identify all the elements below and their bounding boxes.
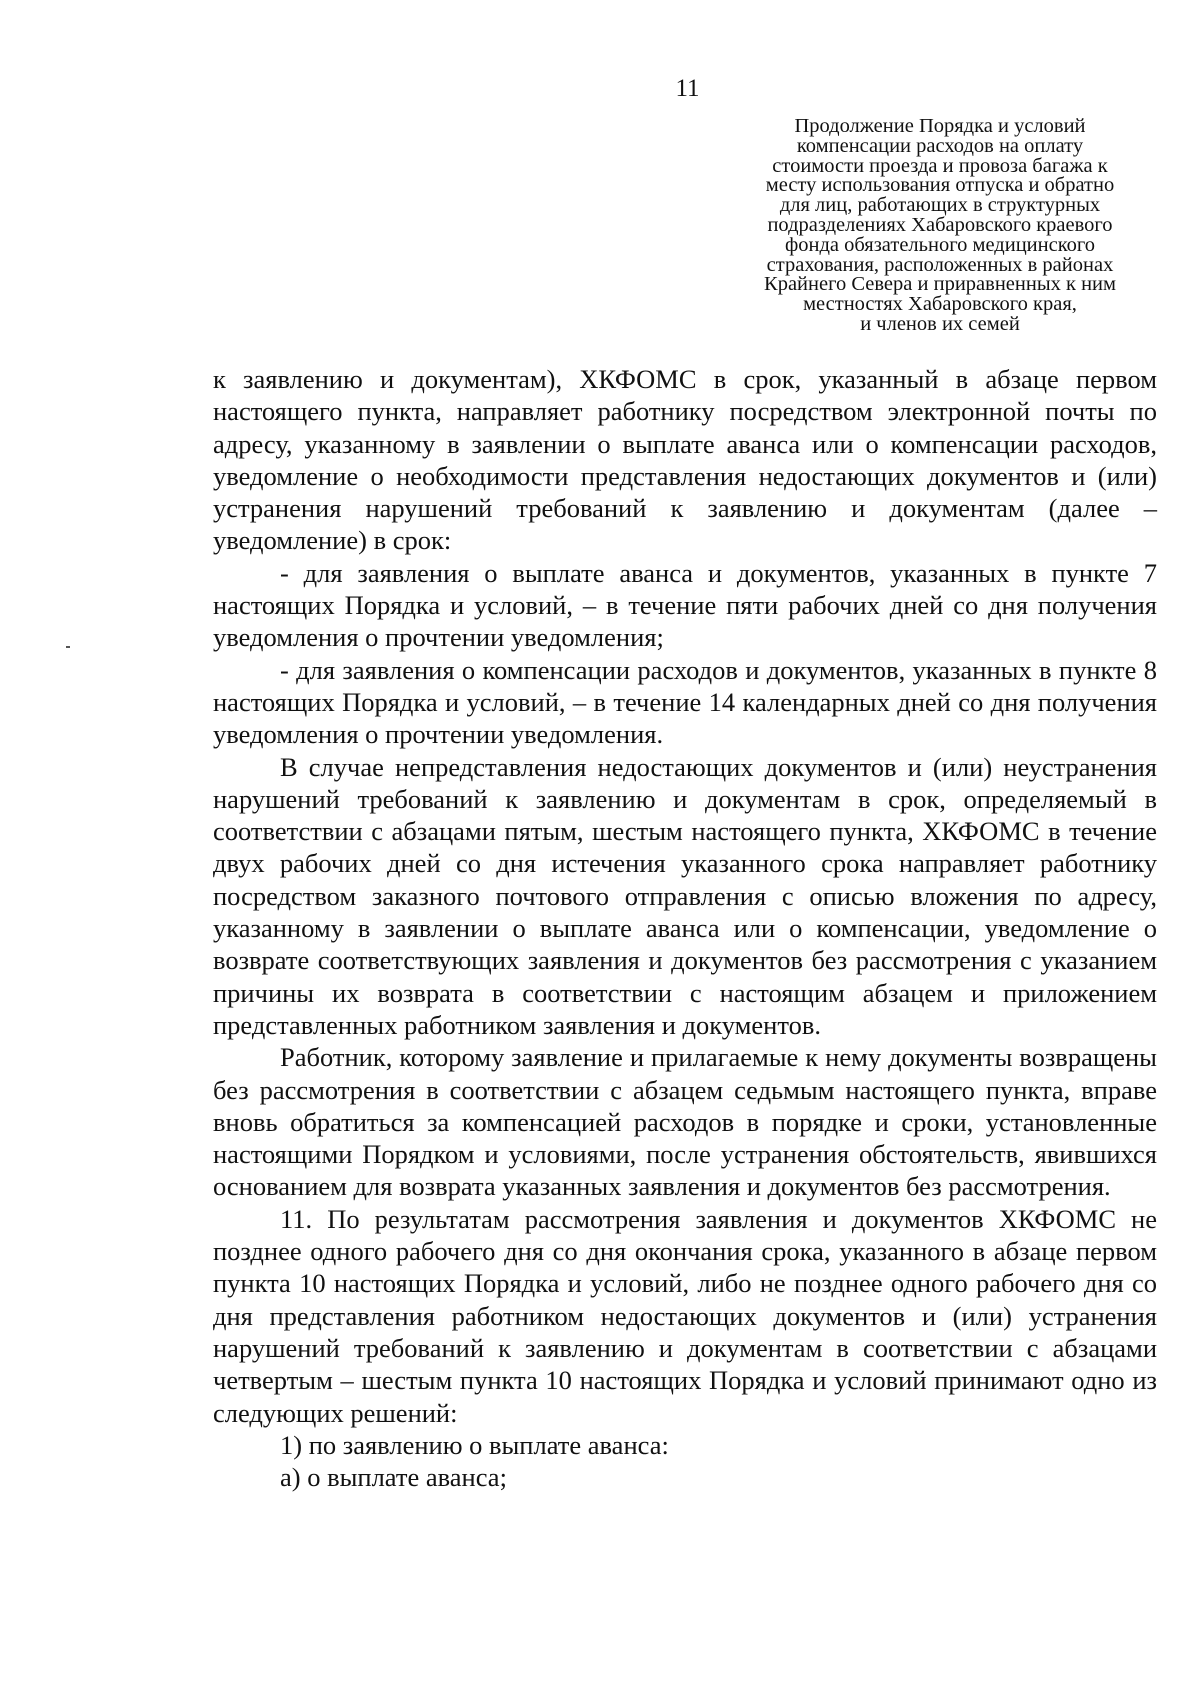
header-line: местностях Хабаровского края,: [803, 293, 1077, 316]
paragraph: - для заявления о компенсации расходов и документов, указанных в пункте 8 настоящих Порядка и условий, – в течение 14 календарных дней со дня получения уведомления о прочтении уведомления.: [213, 654, 1157, 750]
header-line: месту использования отпуска и обратно: [765, 174, 1115, 197]
paragraph: Работник, которому заявление и прилагаемые к нему документы возвращены без рассмотрения в соответствии с абзацем седьмым настоящего пункта, вправе вновь обратиться за компенсацией расходов в порядке и сроки, установленные настоящими Порядком и условиями, после устранения обстоятельств, явившихся основанием для возврата указанных заявления и документов без рассмотрения.: [213, 1042, 1157, 1202]
header-line: страхования, расположенных в районах: [766, 253, 1114, 276]
document-header: [722, 117, 1158, 335]
header-line: Продолжение Порядка и условий: [794, 115, 1086, 137]
paragraph: В случае непредставления недостающих документов и (или) неустранения нарушений требований к заявлению и документам в срок, определяемый в соответствии с абзацами пятым, шестым настоящего пункта, ХКФОМС в течение двух рабочих дней со дня истечения указанного срока направляет работнику посредством заказного почтового отправления с описью вложения по адресу, указанному в заявлении о выплате аванса или о компенсации, уведомление о возврате соответствующих заявления и документов без рассмотрения с указанием причины их возврата в соответствии с настоящим абзацем и приложением представленных работником заявления и документов.: [213, 751, 1157, 1040]
paragraph: 11. По результатам рассмотрения заявления и документов ХКФОМС не позднее одного рабочего дня со дня окончания срока, указанного в абзаце первом пункта 10 настоящих Порядка и условий, либо не позднее одного рабочего дня со дня представления работником недостающих документов и (или) устранения нарушений требований к заявлению и документам в соответствии с абзацами четвертым – шестым пункта 10 настоящих Порядка и условий принимают одно из следующих решений:: [213, 1203, 1157, 1428]
header-line: фонда обязательного медицинского: [784, 233, 1096, 256]
paragraph: к заявлению и документам), ХКФОМС в срок, указанный в абзаце первом настоящего пункта, направляет работнику посредством электронной почты по адресу, указанному в заявлении о выплате аванса или о компенсации расходов, уведомление о необходимости представления недостающих документов и (или) устранения нарушений требований к заявлению и документам (далее – уведомление) в срок:: [213, 364, 1157, 556]
header-line: стоимости проезда и провоза багажа к: [772, 154, 1108, 177]
header-line: для лиц, работающих в структурных: [779, 194, 1101, 217]
header-line: подразделениях Хабаровского краевого: [767, 213, 1113, 236]
paragraph: 1) по заявлению о выплате аванса:: [280, 1429, 669, 1460]
page-number: 11: [675, 75, 700, 102]
header-line: компенсации расходов на оплату: [796, 134, 1084, 157]
header-line: Крайнего Севера и приравненных к ним: [764, 273, 1116, 296]
scan-mark: [66, 646, 70, 648]
header-line: и членов их семей: [860, 312, 1020, 335]
paragraph: - для заявления о выплате аванса и документов, указанных в пункте 7 настоящих Порядка и условий, – в течение пяти рабочих дней со дня получения уведомления о прочтении уведомления;: [213, 557, 1157, 653]
paragraph: а) о выплате аванса;: [280, 1462, 507, 1493]
document-body: [213, 363, 1157, 1493]
